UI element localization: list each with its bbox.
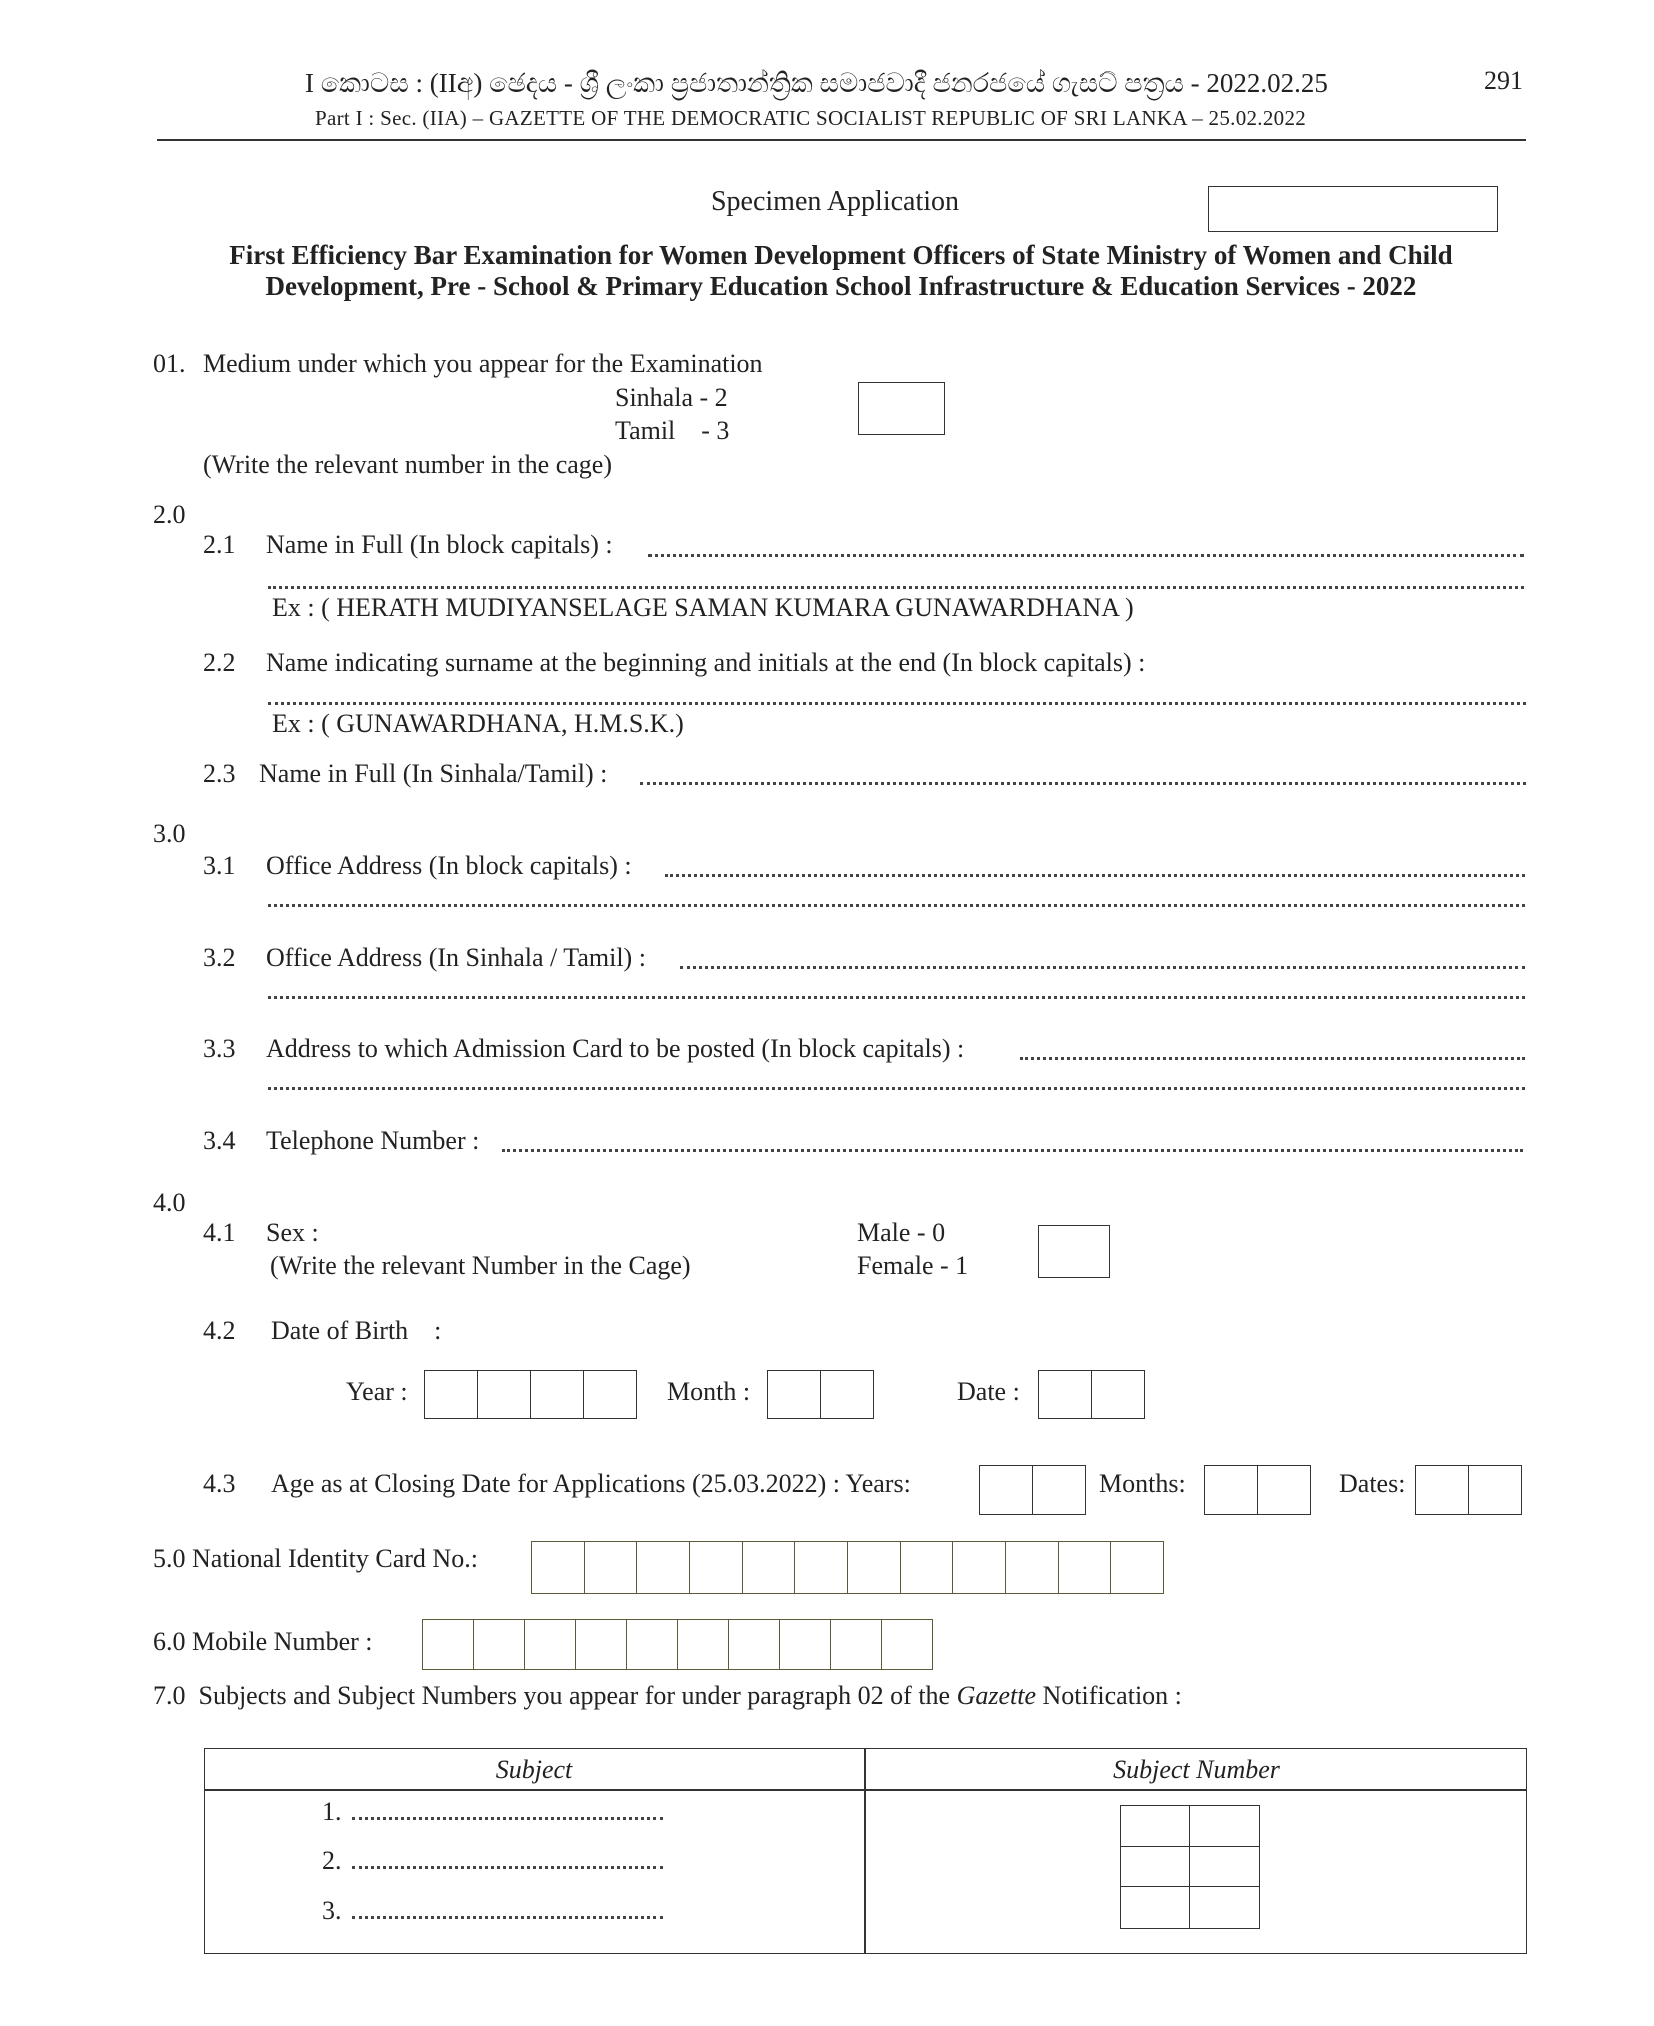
medium-cage[interactable] bbox=[858, 382, 945, 435]
age-years-cell[interactable] bbox=[980, 1466, 1033, 1514]
page-number: 291 bbox=[1484, 66, 1523, 95]
form-title-line2: Development, Pre - School & Primary Education School Infrastructure & Education Services - 2022 bbox=[265, 271, 1417, 301]
full-name-line-1[interactable] bbox=[648, 552, 1524, 557]
mobile-label: 6.0 Mobile Number : bbox=[153, 1627, 373, 1656]
age-months-cell[interactable] bbox=[1258, 1466, 1310, 1514]
mobile-cell[interactable] bbox=[678, 1620, 729, 1669]
sex-note: (Write the relevant Number in the Cage) bbox=[270, 1251, 691, 1280]
full-name-example: Ex : ( HERATH MUDIYANSELAGE SAMAN KUMARA GUNAWARDHANA ) bbox=[272, 593, 1134, 622]
nic-cell[interactable] bbox=[1111, 1542, 1163, 1593]
medium-option-tamil: Tamil - 3 bbox=[615, 416, 730, 445]
subject-row-1-label: 1. bbox=[322, 1797, 342, 1826]
subject-number-column-header: Subject Number bbox=[1113, 1755, 1280, 1784]
admission-address-line-1[interactable] bbox=[1020, 1055, 1525, 1060]
q3-3-number: 3.3 bbox=[203, 1034, 236, 1063]
full-name-sinhala-label: Name in Full (In Sinhala/Tamil) : bbox=[259, 759, 608, 788]
admission-address-label: Address to which Admission Card to be posted (In block capitals) : bbox=[266, 1034, 965, 1063]
subject-number-cell[interactable] bbox=[1121, 1806, 1190, 1847]
nic-cell[interactable] bbox=[743, 1542, 796, 1593]
nic-cell[interactable] bbox=[532, 1542, 585, 1593]
office-use-box[interactable] bbox=[1208, 186, 1498, 232]
q3-2-number: 3.2 bbox=[203, 943, 236, 972]
age-years-cell[interactable] bbox=[1033, 1466, 1085, 1514]
full-name-sinhala-line[interactable] bbox=[640, 780, 1526, 785]
dob-date-cell[interactable] bbox=[1092, 1371, 1144, 1418]
nic-cell[interactable] bbox=[1006, 1542, 1059, 1593]
office-address-label: Office Address (In block capitals) : bbox=[266, 851, 632, 880]
q4-number: 4.0 bbox=[153, 1188, 186, 1217]
office-address-sinhala-line-2[interactable] bbox=[268, 994, 1525, 999]
mobile-cell[interactable] bbox=[576, 1620, 627, 1669]
dob-year-label: Year : bbox=[346, 1377, 408, 1406]
dob-year-boxes[interactable] bbox=[424, 1370, 637, 1419]
q2-3-number: 2.3 bbox=[203, 759, 236, 788]
office-address-sinhala-label: Office Address (In Sinhala / Tamil) : bbox=[266, 943, 646, 972]
surname-initials-line[interactable] bbox=[268, 700, 1526, 705]
subject-number-cell[interactable] bbox=[1121, 1847, 1190, 1888]
office-address-sinhala-line-1[interactable] bbox=[680, 964, 1525, 969]
q1-note: (Write the relevant number in the cage) bbox=[203, 450, 612, 479]
nic-cell[interactable] bbox=[848, 1542, 901, 1593]
q2-1-number: 2.1 bbox=[203, 530, 236, 559]
nic-cell[interactable] bbox=[585, 1542, 638, 1593]
subjects-label-gazette: Gazette bbox=[956, 1681, 1037, 1710]
subject-row-2-label: 2. bbox=[322, 1846, 342, 1875]
q1-label: Medium under which you appear for the Examination bbox=[203, 349, 763, 378]
office-address-line-1[interactable] bbox=[665, 872, 1525, 877]
subjects-label-text: 7.0 Subjects and Subject Numbers you appear for under paragraph 02 of the bbox=[153, 1681, 957, 1710]
gazette-header-english: Part I : Sec. (IIA) – GAZETTE OF THE DEMOCRATIC SOCIALIST REPUBLIC OF SRI LANKA – 25.02.2022 bbox=[315, 106, 1307, 130]
q4-2-number: 4.2 bbox=[203, 1316, 236, 1345]
subject-number-cell[interactable] bbox=[1190, 1887, 1259, 1928]
age-dates-cell[interactable] bbox=[1416, 1466, 1469, 1514]
subject-number-grid[interactable] bbox=[1120, 1805, 1260, 1929]
age-dates-boxes[interactable] bbox=[1415, 1465, 1522, 1515]
q3-1-number: 3.1 bbox=[203, 851, 236, 880]
dob-year-cell[interactable] bbox=[478, 1371, 531, 1418]
subject-row-3-line[interactable] bbox=[352, 1914, 663, 1919]
q4-3-number: 4.3 bbox=[203, 1469, 236, 1498]
nic-cell[interactable] bbox=[901, 1542, 954, 1593]
q2-number: 2.0 bbox=[153, 500, 186, 529]
nic-cell[interactable] bbox=[795, 1542, 848, 1593]
telephone-label: Telephone Number : bbox=[266, 1126, 480, 1155]
sex-option-male: Male - 0 bbox=[857, 1218, 946, 1247]
dob-date-label: Date : bbox=[957, 1377, 1020, 1406]
mobile-boxes[interactable] bbox=[422, 1619, 933, 1670]
gazette-header-sinhala: I කොටස : (IIඅ) ඡෙදය - ශ්‍රී ලංකා ප්‍රජාතාන්ත්‍රික සමාජවාදී ජනරජයේ ගැසට් පත්‍රය - 2022.02.25 bbox=[305, 68, 1328, 98]
age-dates-cell[interactable] bbox=[1469, 1466, 1521, 1514]
age-label: Age as at Closing Date for Applications (25.03.2022) : Years: bbox=[271, 1469, 911, 1498]
mobile-cell[interactable] bbox=[525, 1620, 576, 1669]
dob-date-cell[interactable] bbox=[1039, 1371, 1092, 1418]
admission-address-line-2[interactable] bbox=[268, 1085, 1525, 1090]
subject-number-cell[interactable] bbox=[1190, 1847, 1259, 1888]
surname-initials-example: Ex : ( GUNAWARDHANA, H.M.S.K.) bbox=[272, 709, 684, 738]
specimen-label: Specimen Application bbox=[710, 186, 960, 217]
nic-cell[interactable] bbox=[1059, 1542, 1112, 1593]
telephone-line[interactable] bbox=[502, 1147, 1523, 1152]
header-rule bbox=[157, 139, 1526, 141]
subject-number-cell[interactable] bbox=[1121, 1887, 1190, 1928]
mobile-cell[interactable] bbox=[882, 1620, 932, 1669]
q3-number: 3.0 bbox=[153, 819, 186, 848]
dob-date-boxes[interactable] bbox=[1038, 1370, 1145, 1419]
full-name-label: Name in Full (In block capitals) : bbox=[266, 530, 613, 559]
subjects-label-end: Notification : bbox=[1036, 1681, 1182, 1710]
age-months-boxes[interactable] bbox=[1204, 1465, 1311, 1515]
age-months-cell[interactable] bbox=[1205, 1466, 1258, 1514]
dob-year-cell[interactable] bbox=[584, 1371, 636, 1418]
q1-number: 01. bbox=[153, 349, 186, 378]
subjects-table-header-rule bbox=[204, 1789, 1527, 1791]
form-title-line1: First Efficiency Bar Examination for Women Development Officers of State Ministry of Women and Child bbox=[229, 240, 1453, 270]
dob-month-cell[interactable] bbox=[821, 1371, 873, 1418]
subject-row-3-label: 3. bbox=[322, 1896, 342, 1925]
age-months-label: Months: bbox=[1099, 1469, 1186, 1498]
mobile-cell[interactable] bbox=[831, 1620, 882, 1669]
dob-year-cell[interactable] bbox=[425, 1371, 478, 1418]
dob-month-boxes[interactable] bbox=[767, 1370, 874, 1419]
sex-cage[interactable] bbox=[1038, 1225, 1110, 1278]
mobile-cell[interactable] bbox=[627, 1620, 678, 1669]
mobile-cell[interactable] bbox=[474, 1620, 525, 1669]
subjects-label bbox=[153, 1681, 1182, 1711]
dob-month-cell[interactable] bbox=[768, 1371, 821, 1418]
dob-label: Date of Birth : bbox=[271, 1316, 442, 1345]
nic-cell[interactable] bbox=[953, 1542, 1006, 1593]
sex-option-female: Female - 1 bbox=[857, 1251, 969, 1280]
q2-2-number: 2.2 bbox=[203, 648, 236, 677]
nic-boxes[interactable] bbox=[531, 1541, 1164, 1594]
nic-cell[interactable] bbox=[690, 1542, 743, 1593]
medium-option-sinhala: Sinhala - 2 bbox=[615, 383, 728, 412]
subject-number-cell[interactable] bbox=[1190, 1806, 1259, 1847]
age-years-boxes[interactable] bbox=[979, 1465, 1086, 1515]
full-name-line-2[interactable] bbox=[268, 584, 1524, 589]
nic-cell[interactable] bbox=[637, 1542, 690, 1593]
sex-label: Sex : bbox=[266, 1218, 319, 1247]
surname-initials-label: Name indicating surname at the beginning and initials at the end (In block capitals) : bbox=[266, 648, 1146, 677]
q3-4-number: 3.4 bbox=[203, 1126, 236, 1155]
dob-year-cell[interactable] bbox=[531, 1371, 584, 1418]
q4-1-number: 4.1 bbox=[203, 1218, 236, 1247]
office-address-line-2[interactable] bbox=[268, 902, 1525, 907]
subject-row-1-line[interactable] bbox=[352, 1815, 663, 1820]
age-dates-label: Dates: bbox=[1339, 1469, 1406, 1498]
mobile-cell[interactable] bbox=[423, 1620, 474, 1669]
subject-column-header: Subject bbox=[495, 1755, 573, 1784]
subject-row-2-line[interactable] bbox=[352, 1864, 663, 1869]
dob-month-label: Month : bbox=[667, 1377, 751, 1406]
nic-label: 5.0 National Identity Card No.: bbox=[153, 1544, 478, 1573]
mobile-cell[interactable] bbox=[780, 1620, 831, 1669]
mobile-cell[interactable] bbox=[729, 1620, 780, 1669]
